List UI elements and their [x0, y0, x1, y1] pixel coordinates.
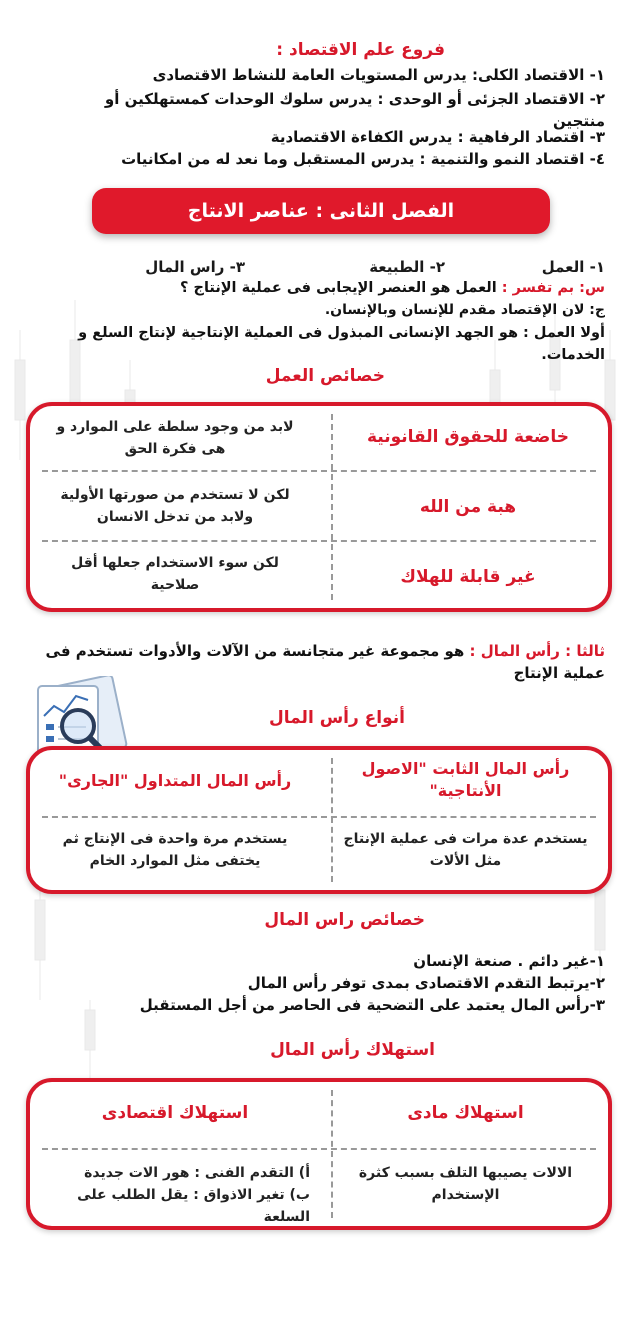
capital-props-title: خصائص راس المال	[264, 910, 425, 930]
chapter-title-banner: الفصل الثانى : عناصر الانتاج	[92, 188, 550, 234]
labor-prop-label: خاضعة للحقوق القانونية	[367, 427, 569, 447]
branch-item-1: ١- الاقتصاد الكلى: يدرس المستويات العامة للنشاط الاقتصادى	[152, 66, 605, 84]
row-divider	[42, 816, 596, 818]
fixed-capital-head: رأس المال الثابت "الاصول الأنتاجية"	[361, 759, 570, 800]
physical-depreciation-desc: الالات يصيبها التلف بسبب كثرة الإستخدام	[358, 1165, 573, 1203]
capital-prop-item: ٣-رأس المال يعتمد على التضحية فى الحاصر من أجل المستقبل	[139, 996, 605, 1014]
depreciation-title: استهلاك رأس المال	[270, 1040, 435, 1060]
fixed-capital-desc: يستخدم عدة مرات فى عملية الإنتاج مثل الألات	[343, 831, 588, 869]
capital-types-title: أنواع رأس المال	[269, 708, 405, 728]
capital-definition-prefix: ثالثا : رأس المال :	[469, 642, 605, 660]
answer-line: ج: لان الإقتصاد مقدم للإنسان وبالإنسان.	[324, 302, 605, 318]
capital-types-table	[26, 746, 612, 894]
factor-nature: ٢- الطبيعة	[369, 258, 445, 276]
current-capital-head: رأس المال المتداول "الجارى"	[58, 771, 292, 790]
capital-prop-item: ١-غير دائم . صنعة الإنسان	[413, 952, 605, 970]
question-text: العمل هو العنصر الإيجابى فى عملية الإنتاج ؟	[180, 280, 497, 296]
branches-title: فروع علم الاقتصاد :	[276, 40, 445, 60]
row-divider	[42, 540, 596, 542]
labor-definition: أولا العمل : هو الجهد الإنسانى المبذول فى العملية الإنتاجية لإنتاج السلع و الخدمات.	[78, 325, 605, 363]
economic-depreciation-head: استهلاك اقتصادى	[101, 1103, 249, 1123]
branch-item-4: ٤- اقتصاد النمو والتنمية : يدرس المستقبل وما نعد له من امكانيات	[121, 150, 605, 168]
labor-prop-desc: لكن لا تستخدم من صورتها الأولية ولابد من تدخل الانسان	[60, 487, 290, 525]
labor-prop-label: هبة من الله	[419, 497, 517, 517]
depreciation-table	[26, 1078, 612, 1230]
capital-definition-text: هو مجموعة غير متجانسة من الآلات والأدوات تستخدم فى عملية الإنتاج	[45, 642, 605, 682]
row-divider	[42, 1148, 596, 1150]
economic-depreciation-desc-1: أ) التقدم الفنى : هور الات جديدة	[84, 1165, 310, 1181]
labor-prop-desc: لكن سوء الاستخدام جعلها أقل صلاحية	[71, 555, 279, 593]
factor-capital: ٣- راس المال	[145, 258, 245, 276]
branch-item-2: ٢- الاقتصاد الجزئى أو الوحدى : يدرس سلوك الوحدات كمستهلكين أو منتجين	[104, 90, 605, 130]
physical-depreciation-head: استهلاك مادى	[407, 1103, 524, 1123]
factor-labor: ١- العمل	[541, 258, 605, 276]
labor-props-table	[26, 402, 612, 612]
capital-prop-item: ٢-يرتبط التقدم الاقتصادى بمدى توفر رأس المال	[247, 974, 605, 992]
labor-prop-label: غير قابلة للهلاك	[400, 567, 536, 587]
question-prefix: س: بم تفسر :	[501, 280, 605, 296]
labor-prop-desc: لابد من وجود سلطة على الموارد و هى فكرة الحق	[56, 419, 294, 457]
row-divider	[42, 470, 596, 472]
current-capital-desc: يستخدم مرة واحدة فى الإنتاج ثم يختفى مثل الموارد الخام	[62, 831, 288, 869]
labor-props-title: خصائص العمل	[265, 366, 385, 386]
branch-item-3: ٣- اقتصاد الرفاهية : يدرس الكفاءة الاقتصادية	[270, 128, 605, 146]
economic-depreciation-desc-2: ب) تغير الاذواق : يقل الطلب على السلعة	[77, 1187, 310, 1225]
question-line	[22, 280, 605, 296]
